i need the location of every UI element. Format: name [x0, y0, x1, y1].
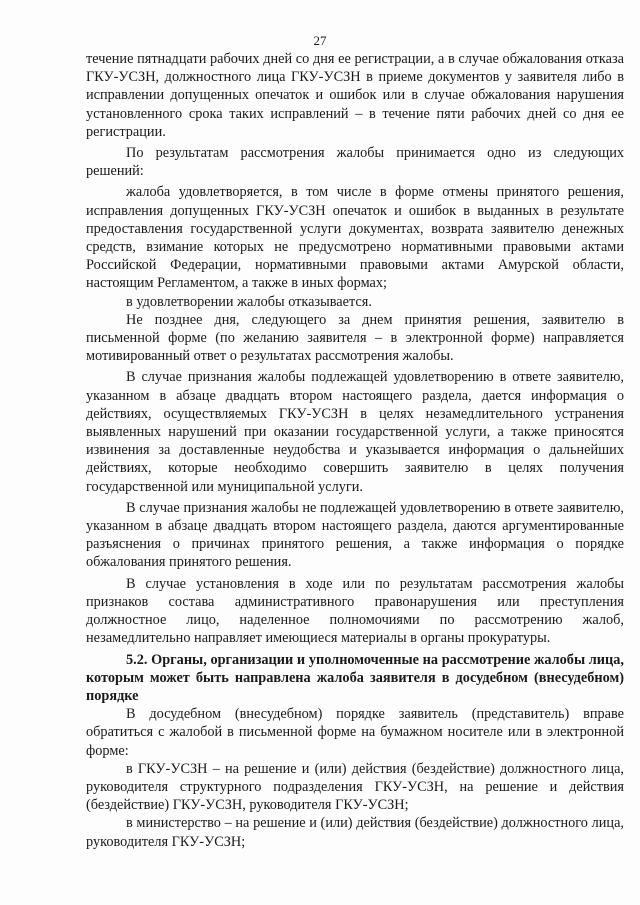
- page-number: 27: [313, 33, 327, 48]
- paragraph: Не позднее дня, следующего за днем принятия решения, заявителю в письменной форме (по желанию заявителя – в электронной форме) направляется мотивированный ответ о результатах рассмотрения жалобы.: [86, 311, 624, 365]
- paragraph: В случае признания жалобы не подлежащей удовлетворению в ответе заявителю, указанном в абзаце двадцать втором настоящего раздела, даются аргументированные разъяснения о причинах принятого решения, а также информация о порядке обжалования принятого решения.: [86, 499, 624, 571]
- paragraph: жалоба удовлетворяется, в том числе в форме отмены принятого решения, исправления допущенных ГКУ-УСЗН опечаток и ошибок в выданных в результате предоставления государственной услуги документах, возврата заявителю денежных средств, взимание которых не предусмотрено нормативными правовыми актами Российской Федерации, нормативными правовыми актами Амурской области, настоящим Регламентом, а также в иных формах;: [86, 184, 624, 292]
- paragraph: в министерство – на решение и (или) действия (бездействие) должностного лица, руководителя ГКУ-УСЗН;: [86, 815, 624, 850]
- paragraph: В досудебном (внесудебном) порядке заявитель (представитель) вправе обратиться с жалобой в письменной форме на бумажном носителе или в электронной форме:: [86, 706, 624, 759]
- paragraph: течение пятнадцати рабочих дней со дня ее регистрации, а в случае обжалования отказа ГКУ-УСЗН, должностного лица ГКУ-УСЗН в приеме документов у заявителя либо в исправлении допущенных опечаток и ошибок или в случае обжалования нарушения установленного срока таких исправлений – в течение пяти рабочих дней со дня ее регистрации.: [86, 51, 624, 140]
- paragraph: В случае установления в ходе или по результатам рассмотрения жалобы признаков состава административного правонарушения или преступления должностное лицо, наделенное полномочиями по рассмотрению жалоб, незамедлительно направляет имеющиеся материалы в органы прокуратуры.: [86, 575, 624, 647]
- paragraph: в ГКУ-УСЗН – на решение и (или) действия (бездействие) должностного лица, руководителя структурного подразделения ГКУ-УСЗН, на решение и действия (бездействие) ГКУ-УСЗН, руководителя ГКУ-УСЗН;: [86, 760, 624, 814]
- paragraph: В случае признания жалобы подлежащей удовлетворению в ответе заявителю, указанном в абзаце двадцать втором настоящего раздела, дается информация о действиях, осуществляемых ГКУ-УСЗН в целях незамедлительного устранения выявленных нарушений при оказании государственной услуги, а также приносятся извинения за доставленные неудобства и указывается информация о дальнейших действиях, которые необходимо совершить заявителю в целях получения государственной или муниципальной услуги.: [86, 369, 624, 495]
- paragraph: По результатам рассмотрения жалобы принимается одно из следующих решений:: [86, 145, 624, 180]
- document-body: [86, 50, 624, 851]
- paragraph: в удовлетворении жалобы отказывается.: [126, 293, 372, 310]
- section-heading: 5.2. Органы, организации и уполномоченные на рассмотрение жалобы лица, которым может быть направлена жалоба заявителя в досудебном (внесудебном) порядке: [86, 651, 624, 704]
